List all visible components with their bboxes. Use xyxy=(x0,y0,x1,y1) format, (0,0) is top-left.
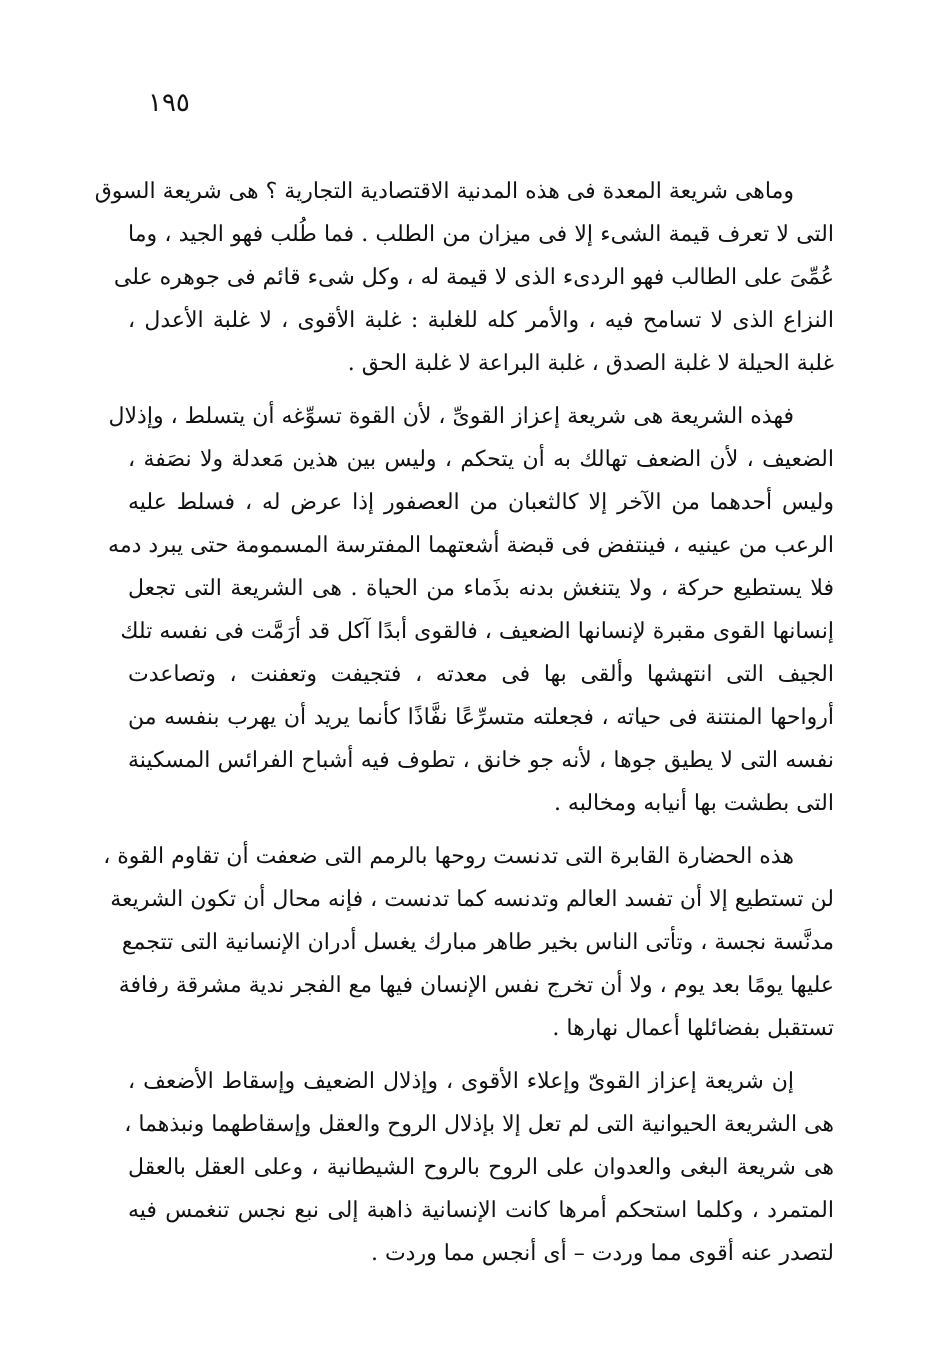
text-line: فهذه الشريعة هى شريعة إعزاز القوىِّ ، لأن القوة تسوِّغه أن يتسلط ، وإذلال xyxy=(108,404,794,429)
text-line: لتصدر عنه أقوى مما وردت – أى أنجس مما وردت . xyxy=(370,1241,834,1266)
text-line: الضعيف ، لأن الضعف تهالك به أن يتحكم ، وليس بين هذين مَعدلة ولا نصَفة ، xyxy=(128,447,834,472)
text-line: الجيف التى انتهشها وألقى بها فى معدته ، فتجيفت وتعفنت ، وتصاعدت xyxy=(128,662,834,687)
text-line: النزاع الذى لا تسامح فيه ، والأمر كله للغلبة : غلبة الأقوى ، لا غلبة الأعدل ، xyxy=(128,308,834,333)
paragraph-2 xyxy=(108,395,834,825)
text-line: تستقبل بفضائلها أعمال نهارها . xyxy=(552,1016,834,1041)
text-line: الرعب من عينيه ، فينتفض فى قبضة أشعتهما المفترسة المسمومة حتى يبرد دمه xyxy=(108,533,834,558)
text-line: غلبة الحيلة لا غلبة الصدق ، غلبة البراعة لا غلبة الحق . xyxy=(347,351,834,376)
text-line: فلا يستطيع حركة ، ولا يتنغش بدنه بذَماء من الحياة . هى الشريعة التى تجعل xyxy=(128,576,834,601)
text-line: إنسانها القوى مقبرة لإنسانها الضعيف ، فالقوى أبدًا آكل قد أرَمَّت فى نفسه تلك xyxy=(120,619,834,644)
text-line: هذه الحضارة القابرة التى تدنست روحها بالرمم التى ضعفت أن تقاوم القوة ، xyxy=(103,844,794,869)
text-line: وماهى شريعة المعدة فى هذه المدنية الاقتصادية التجارية ؟ هى شريعة السوق xyxy=(94,179,794,204)
text-line: إن شريعة إعزاز القوىّ وإعلاء الأقوى ، وإذلال الضعيف وإسقاط الأضعف ، xyxy=(128,1069,794,1094)
text-line: المتمرد ، وكلما استحكم أمرها كانت الإنسانية ذاهبة إلى نبع نجس تنغمس فيه xyxy=(128,1198,834,1223)
text-line: هى شريعة البغى والعدوان على الروح بالروح الشيطانية ، وعلى العقل بالعقل xyxy=(128,1155,834,1180)
paragraph-3 xyxy=(103,835,834,1050)
text-line: هى الشريعة الحيوانية التى لم تعل إلا بإذلال الروح والعقل وإسقاطهما ونبذهما ، xyxy=(124,1112,834,1137)
page-body xyxy=(94,170,834,1275)
text-line: التى بطشت بها أنيابه ومخالبه . xyxy=(553,791,834,816)
text-line: عليها يومًا بعد يوم ، ولا أن تخرج نفس الإنسان فيها مع الفجر ندية مشرقة رفافة xyxy=(118,973,834,998)
page-number: ١٩٥ xyxy=(148,88,190,118)
text-line: مدنَّسة نجسة ، وتأتى الناس بخير طاهر مبارك يغسل أدران الإنسانية التى تتجمع xyxy=(121,930,834,955)
text-line: عُمِّىَ على الطالب فهو الردىء الذى لا قيمة له ، وكل شىء قائم فى جوهره على xyxy=(113,265,834,290)
text-line: التى لا تعرف قيمة الشىء إلا فى ميزان من الطلب . فما طُلب فهو الجيد ، وما xyxy=(128,222,834,247)
paragraph-1 xyxy=(94,170,834,385)
paragraph-4 xyxy=(124,1060,834,1275)
text-line: أرواحها المنتنة فى حياته ، فجعلته متسرِّعًا نفَّاذًا كأنما يريد أن يهرب بنفسه من xyxy=(128,705,834,730)
text-line: وليس أحدهما من الآخر إلا كالثعبان من العصفور إذا عرض له ، فسلط عليه xyxy=(128,490,834,515)
text-line: نفسه التى لا يطيق جوها ، لأنه جو خانق ، تطوف فيه أشباح الفرائس المسكينة xyxy=(128,748,834,773)
text-line: لن تستطيع إلا أن تفسد العالم وتدنسه كما تدنست ، فإنه محال أن تكون الشريعة xyxy=(110,887,834,912)
